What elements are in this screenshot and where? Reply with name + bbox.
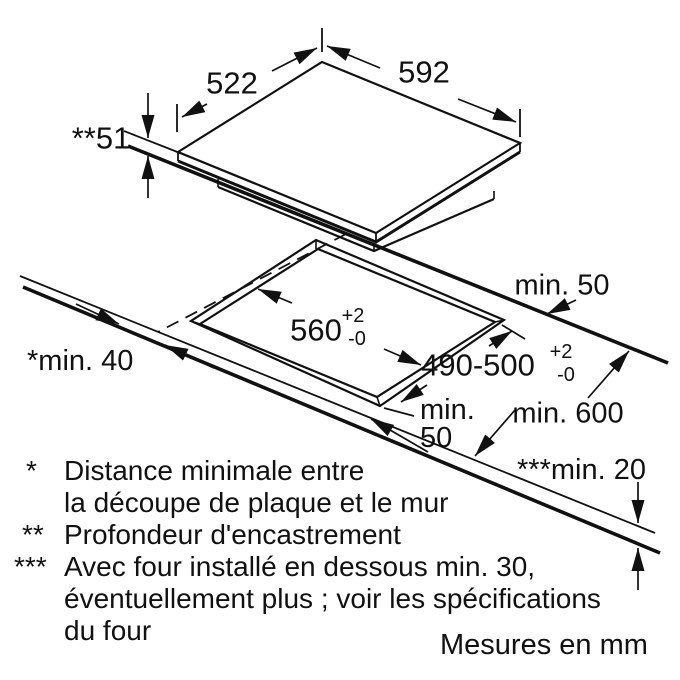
dim-560-tol-plus: +2 [341,305,365,327]
footnote-1-line1: Distance minimale entre [64,455,365,486]
dim-min50-back-arrow [547,300,576,314]
dim-min600-arrow-up [588,351,629,398]
min50-front-label-line1: min. [420,394,475,426]
footnote-2-line1: Profondeur d'encastrement [64,519,401,550]
dim-560-arrow-right [384,349,421,365]
dim-560-tol-minus: -0 [348,328,366,350]
min40-label: *min. 40 [27,345,134,377]
dim-522-arrow-bottom [182,104,207,117]
dim-560-arrow-left [258,289,292,303]
footnote-2-marker: ** [22,519,44,550]
dim-592-label: 592 [398,54,450,90]
dim-490-tol-plus: +2 [549,341,573,363]
dim-490-ext-top [502,325,525,339]
dim-490-ext-bottom [384,408,414,416]
min600-label: min. 600 [512,397,624,430]
dim-592-arrow-right [458,99,516,122]
min20-label: ***min. 20 [517,454,646,486]
footnote-1-marker: * [26,455,37,486]
min50-front-label-line2: 50 [420,422,453,454]
dim-592-arrow-left [327,46,380,68]
dim-490-label: 490-500 [421,347,535,383]
dim-min40-arrow-left [165,345,214,368]
min50-back-label: min. 50 [514,269,610,302]
dim-560-label: 560 [290,312,342,348]
dim-522-arrow-top [272,48,317,71]
footnote-3-line2: éventuellement plus ; voir les spécifications [64,583,601,614]
dim-490-arrow-top [489,331,512,346]
units-note: Mesures en mm [440,629,648,661]
footnote-3-marker: *** [14,551,47,582]
dim-51-label: **51 [71,120,131,156]
dim-490-tol-minus: -0 [557,364,575,386]
footnote-1-line2: la découpe de plaque et le mur [64,487,449,518]
footnote-3-line1: Avec four installé en dessous min. 30, [64,551,536,582]
dim-min600-arrow-down [475,410,515,456]
footnote-3-line3: du four [64,615,152,646]
dim-522-label: 522 [206,65,258,101]
